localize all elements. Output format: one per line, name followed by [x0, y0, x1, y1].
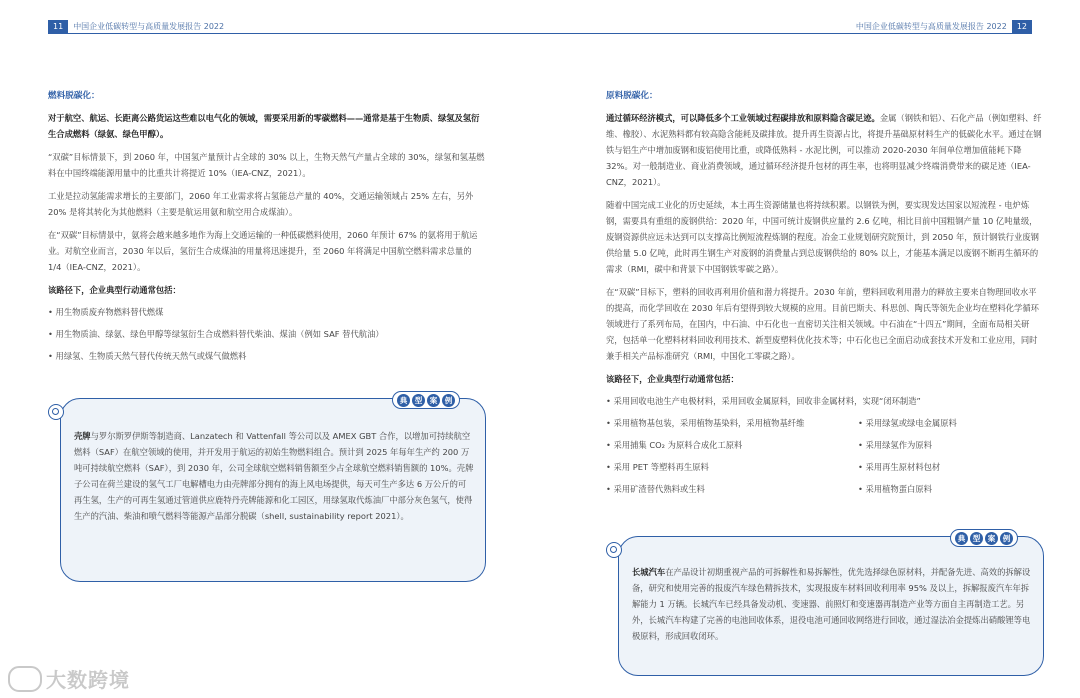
badge-char: 案 — [427, 394, 440, 407]
right-lead — [606, 110, 1044, 190]
right-case-badge — [950, 529, 1018, 547]
left-case-company: 壳牌 — [74, 431, 91, 441]
right-paragraph: 在“双碳”目标下，塑料的回收再利用价值和潜力将提升。2030 年前，塑料回收利用潜力的释放主要来自物理回收水平的提高，而化学回收在 2030 年后有望得到较大规模的应用。目前巴斯夫、科思创、陶氏等领先企业均在塑料化学循环领域进行了系列布局，在国内，中石油、中石化也一直密切关注相关领域。中石油在“十四五”期间，全面布局相关研究，包括单一化塑料材料回收利用技术、新型废塑料优化技术等；中石化也已全面启动成套技术开发和工业应用，同时兼手相关产品标准研究（RMI，中国化工零碳之路）。 — [606, 287, 1039, 361]
left-case-text — [74, 428, 474, 524]
right-bullet: • 采用 PET 等塑料再生原料 — [606, 462, 709, 472]
right-page-number: 12 — [1012, 20, 1032, 34]
left-header — [48, 20, 224, 34]
left-bullet: • 用生物质废弃物燃料替代燃煤 — [48, 307, 164, 317]
right-page — [540, 0, 1080, 698]
right-bullet: • 采用绿氢作为原料 — [858, 440, 932, 450]
right-section-title: 原料脱碳化： — [606, 91, 658, 101]
left-lead: 对于航空、航运、长距离公路货运这些难以电气化的领域，需要采用新的零碳燃料——通常是基于生物质、绿氢及氢衍生合成燃料（绿氨、绿色甲醇）。 — [48, 113, 480, 139]
left-paragraph: 在“双碳”目标情景中，氨将会越来越多地作为海上交通运输的一种低碳燃料使用，2060 年预计 67% 的氨将用于航运业。对航空业而言，2030 年以后，氢衍生合成煤油的用量将迅速提升，至 2060 年将满足中国航空燃料需求总量的 1/4（IEA-CNZ，2021）。 — [48, 230, 478, 272]
left-page-number: 11 — [48, 20, 68, 34]
left-header-rule — [48, 33, 540, 34]
badge-char: 案 — [985, 532, 998, 545]
right-bullet-grid — [606, 415, 1044, 503]
watermark-logo-icon — [8, 666, 42, 692]
right-bullet-full: • 采用回收电池生产电极材料，采用回收金属原料，回收非金属材料，实现“闭环制造” — [606, 396, 921, 406]
right-case-text — [632, 564, 1032, 644]
left-content — [48, 88, 486, 370]
left-path-title: 该路径下，企业典型行动通常包括： — [48, 285, 181, 295]
left-case-box — [48, 395, 488, 582]
right-header — [856, 20, 1032, 34]
left-case-body: 与罗尔斯罗伊斯等制造商、Lanzatech 和 Vattenfall 等公司以及 AMEX GBT 合作，以增加可持续航空燃料（SAF）在航空领域的使用，并开发用于航运的初始生物燃料组合。预计到 2025 年每年生产约 200 万吨可持续航空燃料（SAF），到 2030 年，公司全球航空燃料销售额至少占全球航空燃料销售额的 10%。壳牌子公司在荷兰建设的氢气工厂电解槽电力由壳牌部分拥有的海上风电场提供，每天可生产多达 6 万公斤的可再生氢，生产的可再生氢通过管道供应鹿特丹壳牌能源和化工园区，用绿氢取代炼油厂中部分灰色氢气，使得生产的汽油、柴油和喷气燃料等能源产品部分脱碳（shell, sustainability report 2021）。 — [74, 431, 474, 521]
right-path-title: 该路径下，企业典型行动通常包括： — [606, 374, 739, 384]
left-header-title: 中国企业低碳转型与高质量发展报告 2022 — [73, 22, 225, 31]
watermark-text: 大数跨境 — [46, 668, 130, 692]
right-header-rule — [540, 33, 1032, 34]
right-bullet: • 采用绿氢或绿电金属原料 — [858, 418, 957, 428]
left-bullet: • 用绿氢、生物质天然气替代传统天然气或煤气做燃料 — [48, 351, 247, 361]
badge-char: 型 — [970, 532, 983, 545]
badge-char: 典 — [397, 394, 410, 407]
right-case-body: 在产品设计初期重视产品的可拆解性和易拆解性，优先选择绿色原材料，并配备先进、高效的拆解设备，研究和使用完善的报废汽车绿色精拆技术，实现报废车材料回收利用率 95% 及以上，拆解报废汽车年拆解能力 1 万辆。长城汽车已经具备发动机、变速器、前照灯和变速器再制造产业等方面自主再制造工艺。另外，长城汽车构建了完善的电池回收体系，退役电池可通回收网络进行回收，通过湿法冶金提炼出硝酸锂等电极原料，形成回收闭环。 — [632, 567, 1031, 641]
spiral-icon — [606, 542, 622, 558]
badge-char: 例 — [442, 394, 455, 407]
right-lead-rest: 金属（钢铁和铝）、石化产品（例如塑料、纤维、橡胶）、水泥熟料都有较高隐含能耗及碳排放。提升再生资源占比，将提升基础原材料生产的低碳化水平。通过在钢铁与铝生产中增加废钢和废铝使用比重，或降低熟料 - 水泥比例，可以推动 2020-2030 年间单位增加值能耗下降 32%。对一般制造业、商业消费领域，通过循环经济提升包材的再生率，也将明显减少终端消费带来的碳足迹（IEA-CNZ，2021）。 — [606, 113, 1042, 187]
left-paragraph: “双碳”目标情景下，到 2060 年，中国氢产量预计占全球的 30% 以上，生物天然气产量占全球的 30%，绿氢和氢基燃料在中国终端能源用量中的比重共计将提近 10%（IEA-CNZ，2021）。 — [48, 152, 485, 178]
right-case-box — [606, 533, 1046, 676]
badge-char: 型 — [412, 394, 425, 407]
left-case-badge — [392, 391, 460, 409]
badge-char: 典 — [955, 532, 968, 545]
right-bullet: • 采用再生原材料包材 — [858, 462, 941, 472]
right-bullet: • 采用矿渣替代熟料或生料 — [606, 484, 705, 494]
right-lead-bold: 通过循环经济模式，可以降低多个工业领域过程碳排放和原料隐含碳足迹。 — [606, 113, 880, 123]
right-bullet: • 采用植物基包装，采用植物基染料，采用植物基纤维 — [606, 418, 805, 428]
right-content — [606, 88, 1044, 503]
left-bullet: • 用生物质油、绿氨、绿色甲醇等绿氢衍生合成燃料替代柴油、煤油（例如 SAF 替代航油） — [48, 329, 384, 339]
spiral-icon — [48, 404, 64, 420]
watermark — [8, 664, 130, 693]
left-section-title: 燃料脱碳化： — [48, 91, 100, 101]
left-paragraph: 工业是拉动氢能需求增长的主要部门，2060 年工业需求将占氢能总产量的 40%，交通运输领域占 25% 左右，另外 20% 是将其转化为其他燃料（主要是航运用氨和航空用合成煤油）。 — [48, 191, 474, 217]
right-case-company: 长城汽车 — [632, 567, 666, 577]
right-paragraph: 随着中国完成工业化的历史延续，本土再生资源储量也将持续积累。以钢铁为例，要实现发达国家以短流程 - 电炉炼钢，需要具有重组的废钢供给：2020 年，中国可统计废钢供应量约 2.6 亿吨，相比目前中国粗钢产量 10 亿吨量级，废钢资源供应远未达到可以支撑高比例短流程炼钢的程度。冶金工业规划研究院预计，到 2050 年，预计钢铁行业废钢供给量 5.0 亿吨，此时再生钢生产对废钢的消费量占到总废钢供给的 80% 以上，才能基本满足以废钢不断再生循环的需求（RMI，碳中和背景下中国钢铁零碳之路）。 — [606, 200, 1039, 274]
right-bullet: • 采用植物蛋白原料 — [858, 484, 932, 494]
badge-char: 例 — [1000, 532, 1013, 545]
right-header-title: 中国企业低碳转型与高质量发展报告 2022 — [855, 22, 1007, 31]
right-bullet: • 采用捕集 CO₂ 为原料合成化工原料 — [606, 440, 743, 450]
